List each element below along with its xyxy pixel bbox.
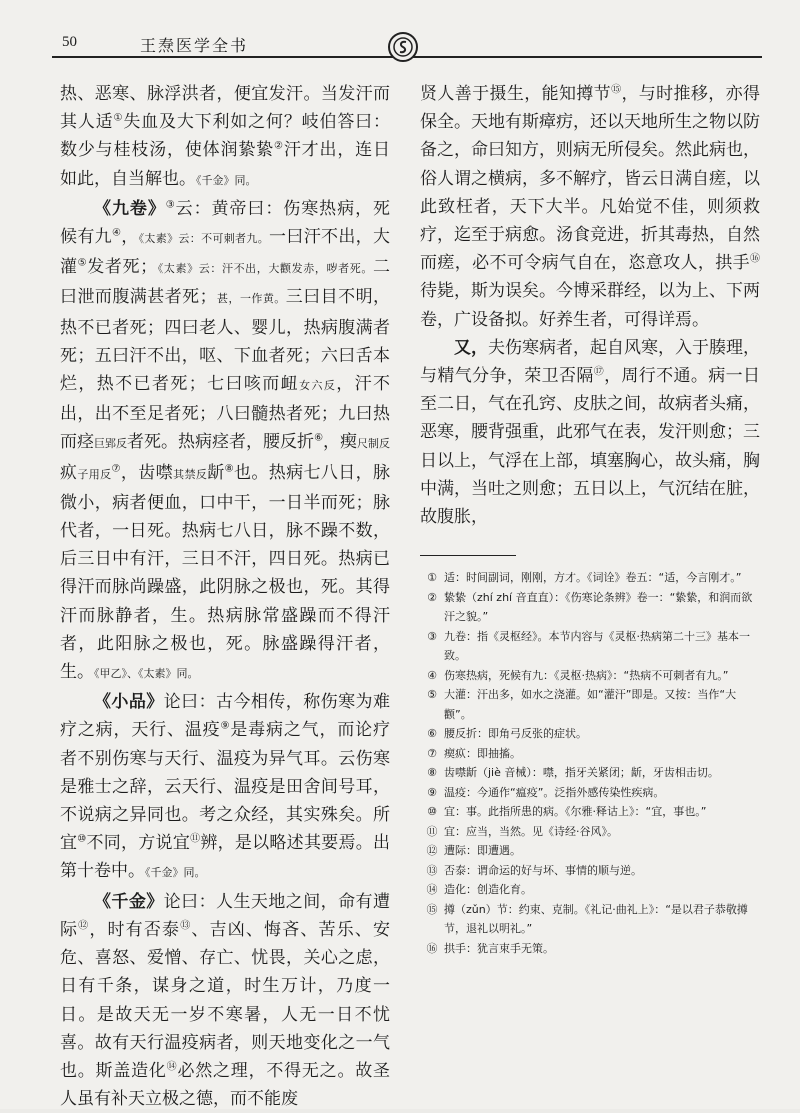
footnote-text: 撙（zǔn）节：约束、克制。《礼记·曲礼上》：“是以君子恭敬撙节，退礼以明礼。” [444, 902, 748, 935]
body-paragraph: 《千金》论曰：人生天地之间，命有遭际⑫，时有否泰⑬、吉凶、悔吝、苦乐、安危、喜怒、爱憎、存亡、忧畏，关心之虑，日有千条，谋身之道，时生万计，乃度一日。是故天无一岁不寒暑，人无一日不忧喜。故有天行温疫病者，则天地变化之一气也。斯盖造化⑭必然之理，不得无之。故圣人虽有补天立极之德，而不能废 [60, 891, 391, 1110]
footnotes [420, 568, 760, 958]
footnote-number: ⑥ [427, 727, 437, 740]
footnote-number: ② [427, 590, 437, 604]
footnote-item [420, 685, 760, 724]
footnote-item [420, 588, 760, 627]
footnote-number: ⑤ [427, 688, 437, 701]
book-seal-icon [388, 32, 418, 62]
footnote-item [420, 861, 760, 881]
footnote-text: 宜：事。此指所患的病。《尔雅·释诂上》：“宜，事也。” [444, 805, 707, 818]
footnote-number: ⑭ [426, 883, 438, 896]
footnote-text: 拱手：犹言束手无策。 [444, 941, 554, 955]
footnote-text: 齿噤龂（jiè 音械）：噤，指牙关紧闭；龂，牙齿相击切。 [444, 766, 719, 779]
page-header [52, 30, 762, 58]
footnote-item [420, 802, 760, 822]
footnote-number: ① [427, 571, 437, 584]
footnote-number: ④ [427, 668, 437, 682]
footnote-text: 遭际：即遭遇。 [444, 844, 521, 857]
footnote-text: 九卷：指《灵枢经》。本节内容与《灵枢·热病第二十三》基本一致。 [444, 629, 750, 662]
footnote-item [420, 666, 760, 686]
left-column [60, 80, 390, 1113]
footnote-item [420, 627, 760, 666]
body-paragraph: 贤人善于摄生，能知撙节⑮，与时推移，亦得保全。天地有斯瘴疠，还以天地所生之物以防备之，命曰知方，则病无所侵矣。然此病也，俗人谓之横病，多不解疗，皆云日满自瘥，以此致枉者，天下大半。凡始觉不佳，则须救疗，迄至于病愈。汤食竞进，折其毒热，自然而瘥，必不可令病气自在，恣意攻人，拱手⑯待毙，斯为误矣。今博采群经，以为上、下两卷，广设备拟。好养生者，可得详焉。 [420, 84, 761, 330]
page-number: 50 [62, 34, 77, 50]
footnote-number: ⑪ [426, 824, 438, 838]
footnote-text: 絷絷（zhí zhí 音直直）：《伤寒论条辨》卷一：“絷絷，和润而欲汗之貌。” [444, 590, 753, 623]
body-paragraph: 《九卷》③云：黄帝曰：伤寒热病，死候有九④，《太素》云：不可刺者九。一曰汗不出，大灌⑤发者死；《太素》云：汗不出，大颧发赤，哕者死。二曰泄而腹满甚者死；甚，一作黄。三曰目不明，热不已者死；四曰老人、婴儿，热病腹满者死；五曰汗不出，呕、下血者死；六曰舌本烂，热不已者死；七曰咳而衄女六反，汗不出，出不至足者死；八曰髓热者死；九曰热而痉巨郢反者死。热病痉者，腰反折⑥，瘈尺制反疭子用反⑦，齿噤其禁反龂⑧也。热病七八日，脉微小，病者便血，口中干，一日半而死；脉代者，一日死。热病七八日，脉不躁不数，后三日中有汗，三日不汗，四日死。热病已得汗而脉尚躁盛，此阴脉之极也，死。其得汗而脉静者，生。热病脉常盛躁而不得汗者，此阳脉之极也，死。脉盛躁得汗者，生。《甲乙》、《太素》同。 [60, 198, 391, 683]
footnote-number: ⑫ [426, 844, 438, 857]
book-title: 王焘医学全书 [140, 36, 249, 55]
footnote-text: 伤寒热病，死候有九：《灵枢·热病》：“热病不可刺者有九。” [444, 668, 729, 682]
footnote-item [420, 841, 760, 861]
footnote-item [420, 880, 760, 900]
footnote-text: 适：时间副词，刚刚，方才。《词诠》卷五：“适，今言刚才。” [444, 571, 742, 584]
footnote-item [420, 783, 760, 803]
footnote-number: ⑦ [427, 746, 437, 760]
footnote-text: 宜：应当，当然。见《诗经·谷风》。 [444, 824, 618, 838]
footnote-text: 温疫：今通作“瘟疫”。泛指外感传染性疾病。 [444, 785, 665, 799]
footnote-text: 瘈疭：即抽搐。 [444, 746, 521, 760]
footnote-item [420, 822, 760, 842]
footnote-number: ⑯ [426, 941, 438, 955]
body-paragraph: 又，夫伤寒病者，起自风寒，入于腠理，与精气分争，荣卫否隔⑰，周行不通。病一日至二日，气在孔窍、皮肤之间，故病者头痛，恶寒，腰背强重，此邪气在表，发汗则愈；三日以上，气浮在上部，填塞胸心，故头痛，胸中满，当吐之则愈；五日以上，气沉结在脏，故腹胀， [420, 337, 761, 528]
footnote-number: ⑬ [426, 863, 438, 877]
right-column [420, 80, 760, 531]
footnote-number: ⑧ [427, 766, 437, 779]
footnote-number: ⑮ [426, 902, 438, 916]
footnote-text: 否泰：谓命运的好与坏、事情的顺与逆。 [444, 863, 642, 877]
footnote-text: 大灌：汗出多，如水之浇灌。如“灌汗”即是。又按：当作“大颧”。 [444, 688, 737, 721]
body-paragraph: 《小品》论曰：古今相传，称伤寒为难疗之病，天行、温疫⑨是毒病之气，而论疗者不别伤寒与天行、温疫为异气耳。云伤寒是雅士之辞，云天行、温疫是田舍间号耳，不说病之异同也。考之众经，其实殊矣。所宜⑩不同，方说宜⑪辨，是以略述其要焉。出第十卷中。《千金》同。 [60, 692, 391, 882]
footnote-item [420, 724, 760, 744]
footnote-item [420, 900, 760, 939]
footnote-divider [420, 555, 516, 556]
footnote-number: ⑨ [427, 785, 437, 799]
footnote-item [420, 568, 760, 588]
footnote-item [420, 939, 760, 959]
body-paragraph: 热、恶寒、脉浮洪者，便宜发汗。当发汗而其人适①失血及大下利如之何？岐伯答曰：数少与桂枝汤，使体润絷絷②汗才出，连日如此，自当解也。《千金》同。 [60, 84, 391, 189]
footnote-item [420, 763, 760, 783]
footnote-number: ③ [427, 629, 437, 643]
footnote-number: ⑩ [427, 805, 437, 818]
footnote-item [420, 744, 760, 764]
footnote-text: 造化：创造化育。 [444, 883, 532, 896]
footnote-text: 腰反折：即角弓反张的症状。 [444, 727, 587, 740]
